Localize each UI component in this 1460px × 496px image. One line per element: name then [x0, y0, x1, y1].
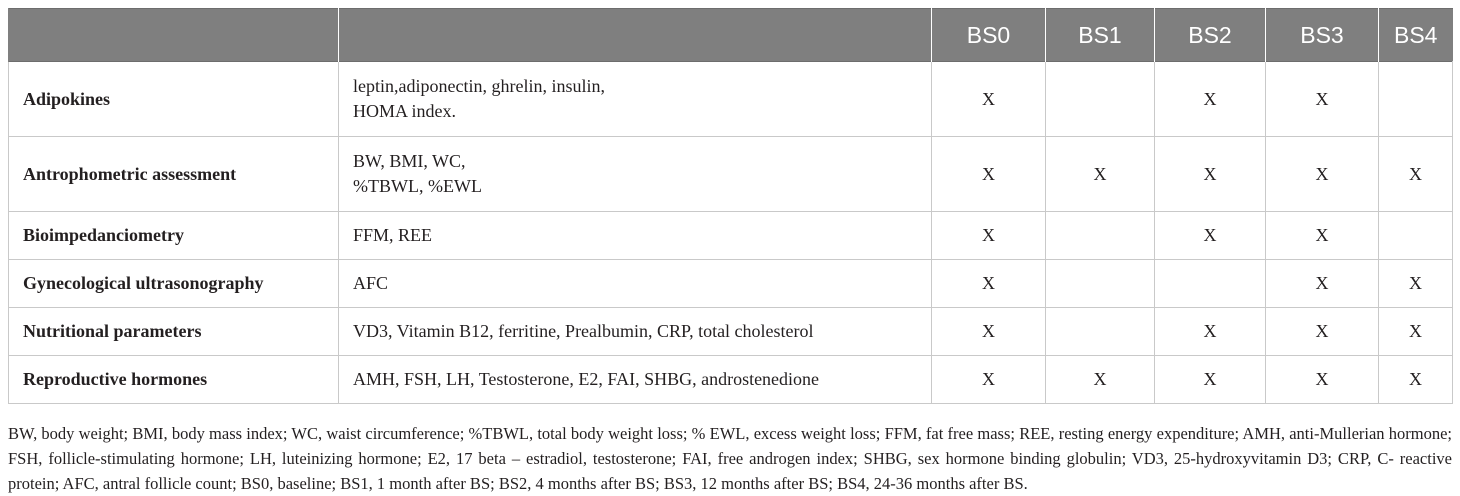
table-row [9, 62, 1453, 137]
row-category: Gynecological ultrasonography [9, 260, 339, 308]
mark-bs0: X [932, 308, 1046, 356]
mark-bs3: X [1266, 212, 1379, 260]
mark-bs4: X [1379, 308, 1453, 356]
parameter-line: leptin,adiponectin, ghrelin, insulin, [353, 76, 605, 96]
row-category: Reproductive hormones [9, 356, 339, 404]
header-cell-bs3: BS3 [1266, 9, 1379, 62]
mark-bs1 [1046, 308, 1155, 356]
mark-bs0: X [932, 62, 1046, 137]
mark-bs1 [1046, 260, 1155, 308]
row-category: Antrophometric assessment [9, 137, 339, 212]
parameter-line: %TBWL, %EWL [353, 176, 482, 196]
table-row [9, 356, 1453, 404]
parameter-line: BW, BMI, WC, [353, 151, 466, 171]
mark-bs4: X [1379, 137, 1453, 212]
header-row [9, 9, 1453, 62]
header-cell-bs4: BS4 [1379, 9, 1453, 62]
header-cell-bs1: BS1 [1046, 9, 1155, 62]
mark-bs3: X [1266, 356, 1379, 404]
row-category: Adipokines [9, 62, 339, 137]
mark-bs4 [1379, 212, 1453, 260]
table-header [9, 9, 1453, 62]
row-parameters [339, 62, 932, 137]
mark-bs0: X [932, 212, 1046, 260]
row-category: Bioimpedanciometry [9, 212, 339, 260]
mark-bs4: X [1379, 260, 1453, 308]
row-parameters [339, 308, 932, 356]
parameter-line: FFM, REE [353, 225, 433, 245]
parameter-line: AMH, FSH, LH, Testosterone, E2, FAI, SHBG, androstenedione [353, 369, 820, 389]
mark-bs3: X [1266, 260, 1379, 308]
parameter-line: HOMA index. [353, 101, 456, 121]
data-table [8, 8, 1453, 404]
mark-bs3: X [1266, 308, 1379, 356]
mark-bs2: X [1155, 308, 1266, 356]
table-body [9, 62, 1453, 404]
mark-bs0: X [932, 137, 1046, 212]
mark-bs4 [1379, 62, 1453, 137]
table-row [9, 260, 1453, 308]
mark-bs2: X [1155, 212, 1266, 260]
parameter-line: AFC [353, 273, 389, 293]
mark-bs2: X [1155, 137, 1266, 212]
mark-bs1 [1046, 212, 1155, 260]
mark-bs2: X [1155, 62, 1266, 137]
mark-bs2: X [1155, 356, 1266, 404]
parameter-line: VD3, Vitamin B12, ferritine, Prealbumin, CRP, total cholesterol [353, 321, 814, 341]
table-row [9, 308, 1453, 356]
row-parameters [339, 260, 932, 308]
header-cell-parameters [339, 9, 932, 62]
data-table-container [8, 8, 1452, 404]
table-row [9, 212, 1453, 260]
mark-bs0: X [932, 260, 1046, 308]
mark-bs3: X [1266, 137, 1379, 212]
mark-bs1 [1046, 62, 1155, 137]
row-parameters [339, 212, 932, 260]
mark-bs0: X [932, 356, 1046, 404]
mark-bs4: X [1379, 356, 1453, 404]
mark-bs3: X [1266, 62, 1379, 137]
row-parameters [339, 356, 932, 404]
table-row [9, 137, 1453, 212]
row-parameters [339, 137, 932, 212]
mark-bs2 [1155, 260, 1266, 308]
header-cell-bs2: BS2 [1155, 9, 1266, 62]
mark-bs1: X [1046, 356, 1155, 404]
mark-bs1: X [1046, 137, 1155, 212]
header-cell-bs0: BS0 [932, 9, 1046, 62]
header-cell-category [9, 9, 339, 62]
row-category: Nutritional parameters [9, 308, 339, 356]
table-footnote: BW, body weight; BMI, body mass index; WC, waist circumference; %TBWL, total body weight loss; % EWL, excess weight loss; FFM, fat free mass; REE, resting energy expenditure; AMH, anti-Mullerian hormone; FSH, follicle-stimulating hormone; LH, luteinizing hormone; E2, 17 beta – estradiol, testosterone; FAI, free androgen index; SHBG, sex hormone binding globulin; VD3, 25-hydroxyvitamin D3; CRP, C- reactive protein; AFC, antral follicle count; BS0, baseline; BS1, 1 month after BS; BS2, 4 months after BS; BS3, 12 months after BS; BS4, 24-36 months after BS. [8, 423, 1452, 493]
